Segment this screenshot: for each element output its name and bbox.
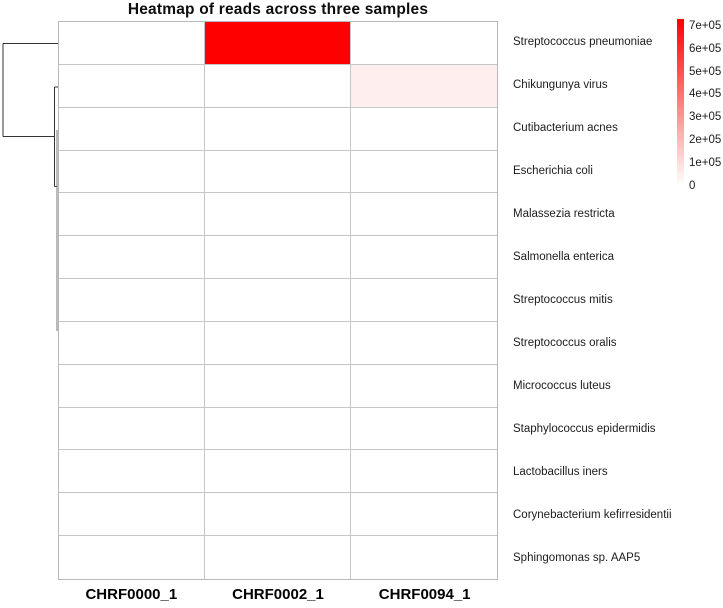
heatmap-cell — [205, 22, 351, 65]
heatmap-cell — [59, 450, 205, 493]
heatmap-cell — [205, 279, 351, 322]
heatmap-cell — [59, 65, 205, 108]
chart-title: Heatmap of reads across three samples — [127, 1, 429, 18]
row-dendrogram — [0, 0, 62, 608]
heatmap-cell — [351, 108, 497, 151]
color-legend-gradient-bar — [677, 19, 684, 186]
heatmap-cell — [351, 236, 497, 279]
heatmap-cell — [205, 322, 351, 365]
row-label: Escherichia coli — [513, 165, 593, 177]
heatmap-cell — [59, 236, 205, 279]
row-label: Streptococcus mitis — [513, 294, 613, 306]
heatmap-cell — [59, 322, 205, 365]
legend-tick-label: 2e+05 — [689, 134, 722, 147]
row-label: Salmonella enterica — [513, 251, 615, 263]
row-label: Chikungunya virus — [513, 79, 608, 91]
row-label: Staphylococcus epidermidis — [513, 423, 656, 435]
row-label: Sphingomonas sp. AAP5 — [513, 552, 641, 564]
heatmap-cell — [205, 536, 351, 579]
heatmap-cell — [205, 236, 351, 279]
heatmap-cell — [351, 279, 497, 322]
heatmap-cell — [59, 493, 205, 536]
heatmap-cell — [351, 450, 497, 493]
heatmap-cell — [351, 365, 497, 408]
heatmap-cell — [205, 151, 351, 194]
legend-tick-label: 0 — [689, 180, 696, 192]
heatmap-cell — [59, 151, 205, 194]
heatmap-cell — [59, 108, 205, 151]
heatmap-cell — [205, 450, 351, 493]
heatmap-cell — [351, 408, 497, 451]
legend-tick-label: 3e+05 — [689, 111, 722, 124]
heatmap-cell — [205, 193, 351, 236]
legend-tick-label: 5e+05 — [689, 65, 722, 78]
heatmap-cell — [205, 65, 351, 108]
row-label: Cutibacterium acnes — [513, 122, 618, 134]
heatmap-cell — [205, 108, 351, 151]
legend-tick-label: 4e+05 — [689, 88, 722, 101]
heatmap-cell — [59, 408, 205, 451]
row-label: Streptococcus oralis — [513, 337, 617, 349]
heatmap-cell — [351, 193, 497, 236]
heatmap-cell — [351, 151, 497, 194]
column-label: CHRF0000_1 — [85, 586, 178, 603]
heatmap-cell — [59, 365, 205, 408]
legend-tick-label: 1e+05 — [689, 157, 722, 170]
heatmap-cell — [205, 408, 351, 451]
heatmap-cell — [351, 493, 497, 536]
heatmap-cell — [59, 22, 205, 65]
heatmap-cell — [59, 536, 205, 579]
heatmap-cell — [205, 493, 351, 536]
row-label: Lactobacillus iners — [513, 466, 608, 478]
legend-tick-label: 7e+05 — [689, 19, 722, 32]
heatmap-cell — [59, 193, 205, 236]
row-label: Micrococcus luteus — [513, 380, 611, 392]
heatmap-grid — [58, 21, 498, 580]
row-label: Streptococcus pneumoniae — [513, 36, 653, 48]
heatmap-cell — [59, 279, 205, 322]
heatmap-cell — [351, 22, 497, 65]
heatmap-cell — [351, 65, 497, 108]
heatmap-cell — [351, 322, 497, 365]
row-label: Corynebacterium kefirresidentii — [513, 509, 672, 521]
heatmap-cell — [351, 536, 497, 579]
column-label: CHRF0094_1 — [378, 586, 471, 603]
legend-tick-label: 6e+05 — [689, 42, 722, 55]
row-label: Malassezia restricta — [513, 208, 615, 220]
column-label: CHRF0002_1 — [232, 586, 324, 603]
heatmap-cell — [205, 365, 351, 408]
